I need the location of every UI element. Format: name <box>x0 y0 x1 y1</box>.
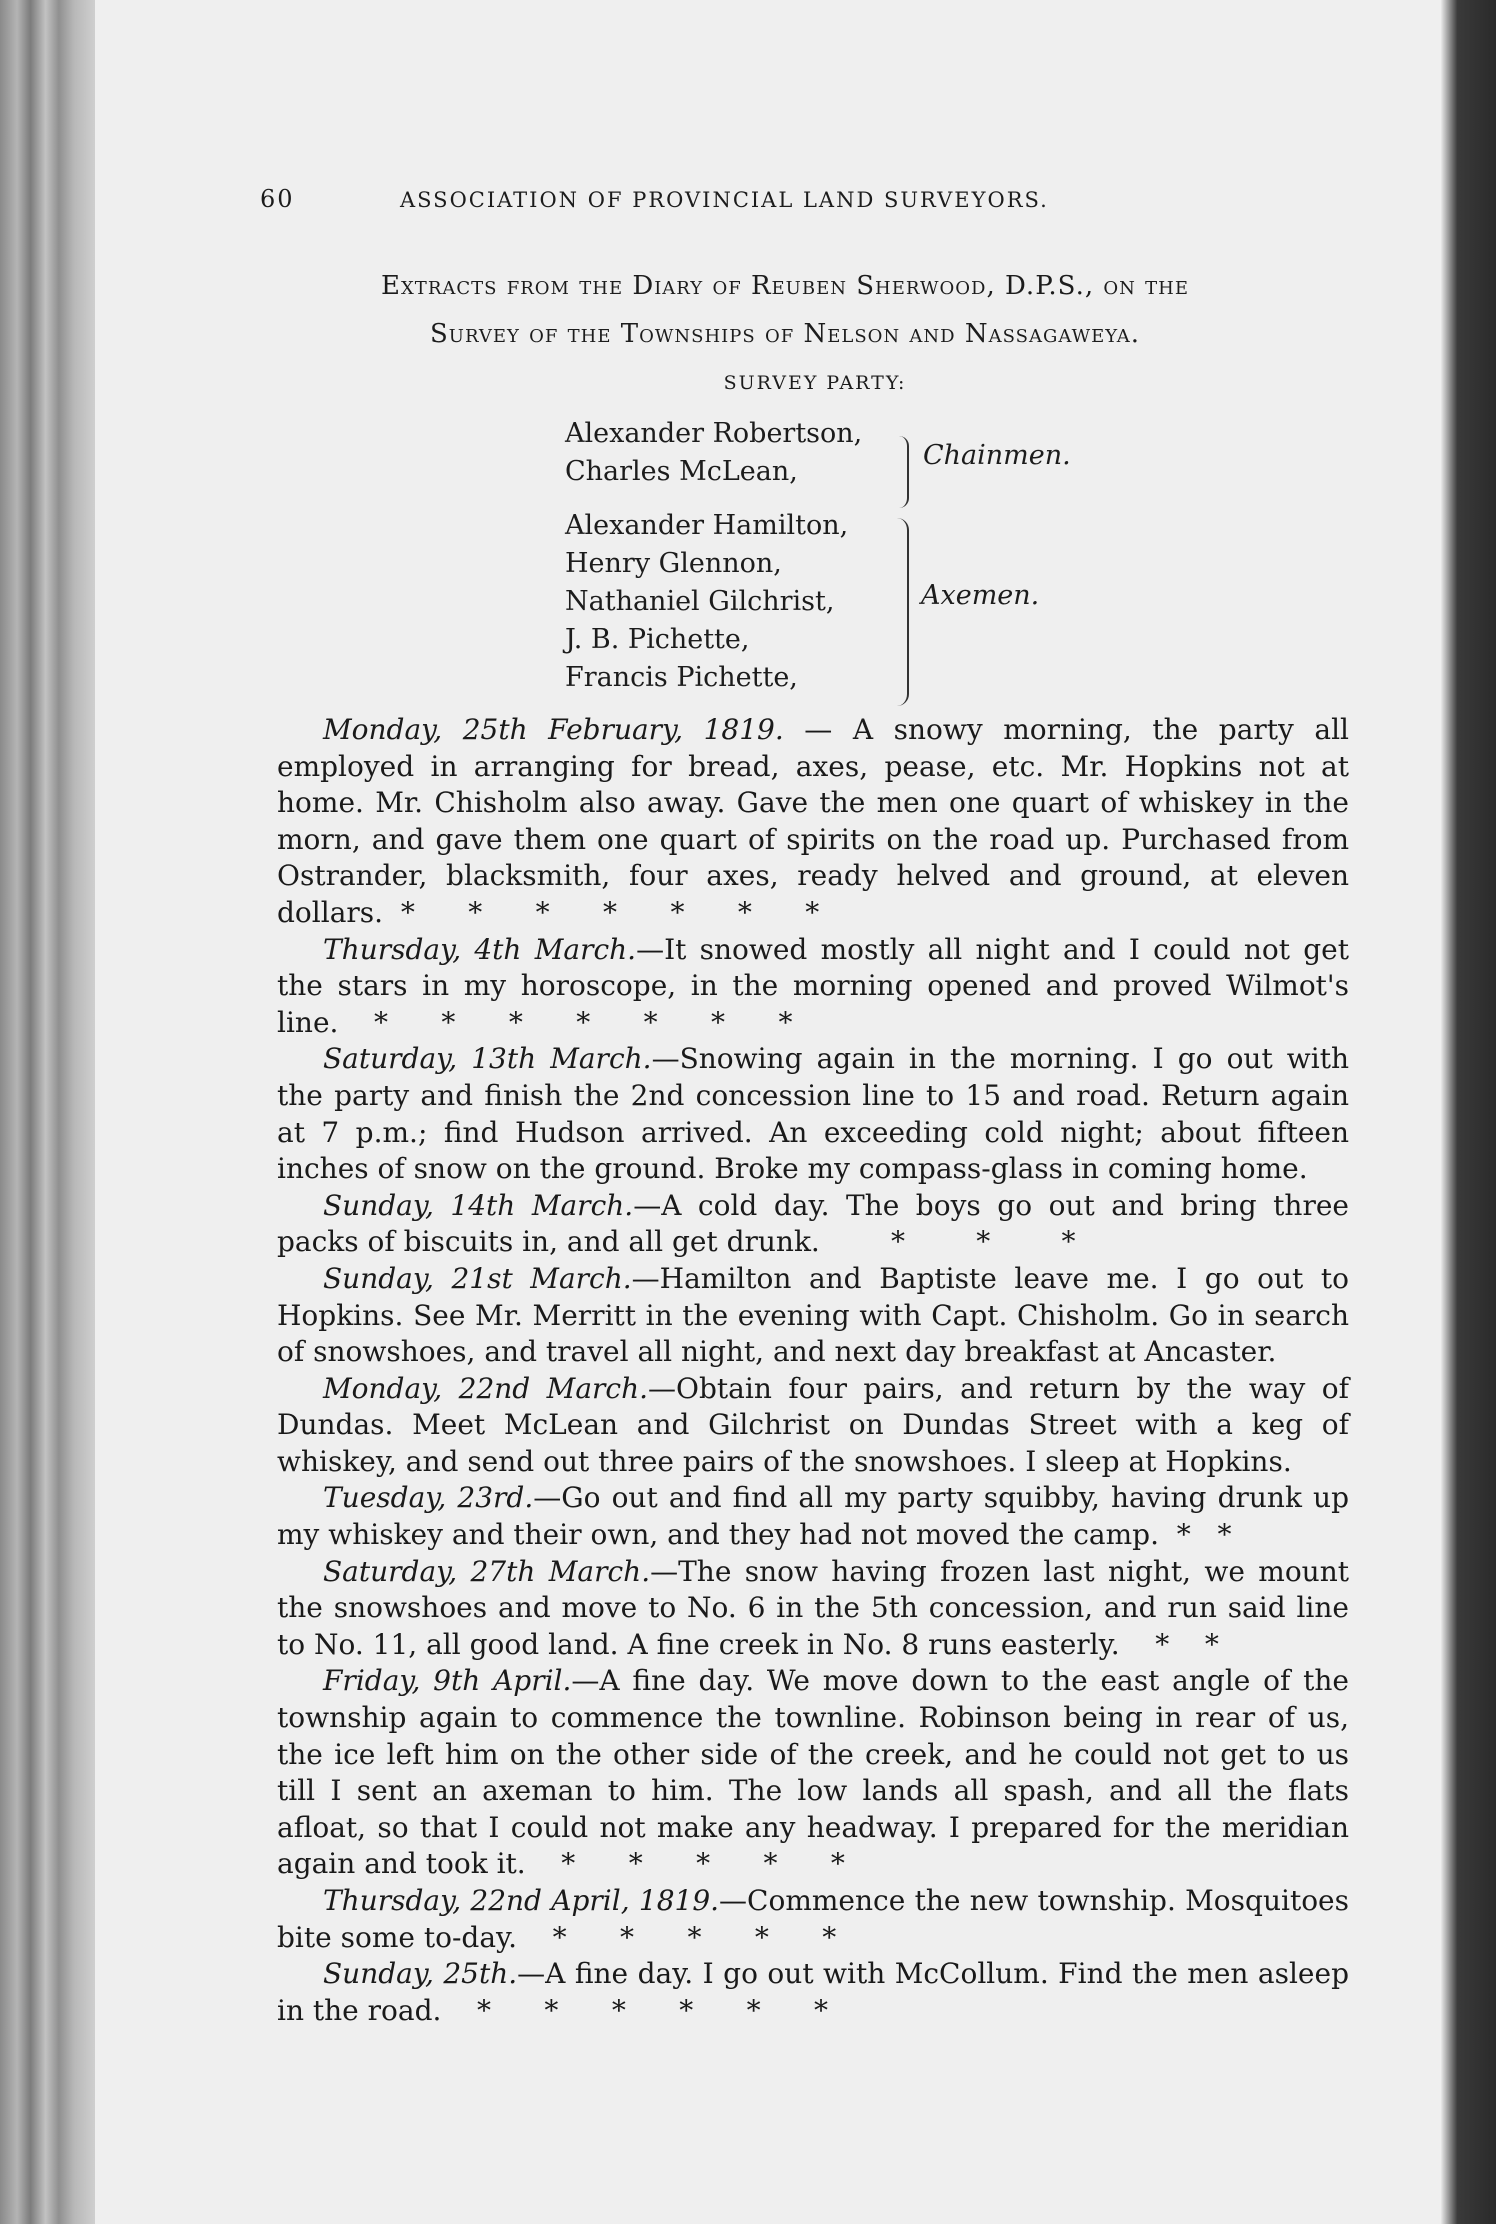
asterism: * * <box>1119 1627 1219 1661</box>
book-page <box>95 0 1441 2224</box>
entry-text: —A fine day. We move down to the east angle of the township again to commence the townline. Robinson being in rear of us, the ice left him on the other side of the creek, and he could not get to us till I sent an axeman to him. The low lands all spash, and all the flats afloat, so that I could not make any headway. I prepared for the meridian again and took it. <box>277 1664 1349 1881</box>
entry-date: Monday, 22nd March. <box>323 1371 649 1405</box>
chainman-name: Charles McLean, <box>565 456 798 487</box>
diary-entry <box>277 932 1349 1042</box>
running-head-title: ASSOCIATION OF PROVINCIAL LAND SURVEYORS. <box>400 188 1049 212</box>
entry-text: — A snowy morning, the party all employed in arranging for bread, axes, pease, etc. Mr. Hopkins not at home. Mr. Chisholm also away. Gave the men one quart of whiskey in the morn, and gave them one quart of spirits on the road up. Purchased from Ostrander, blacksmith, four axes, ready helved and ground, at eleven dollars. <box>277 713 1349 929</box>
asterism: * * * * * * * <box>338 1005 793 1039</box>
entry-date: Saturday, 13th March. <box>323 1042 652 1076</box>
article-title-line-1: Extracts from the Diary of Reuben Sherwood, D.P.S., on the <box>381 271 1189 301</box>
axeman-name: Alexander Hamilton, <box>565 510 849 541</box>
article-title <box>265 262 1305 358</box>
entry-text: —Snowing again in the morning. I go out with the party and finish the 2nd concession line to 15 and road. Return again at 7 p.m.; find Hudson arrived. An exceeding cold night; about fifteen inches of snow on the ground. Broke my compass-glass in coming home. <box>277 1042 1349 1186</box>
diary-entry <box>277 1371 1349 1481</box>
entry-text: —A fine day. I go out with McCollum. Find the men asleep in the road. <box>277 1957 1350 2027</box>
entry-text: —Hamilton and Baptiste leave me. I go out to Hopkins. See Mr. Merritt in the evening with Capt. Chisholm. Go in search of snowshoes, and travel all night, and next day breakfast at Ancaster. <box>277 1261 1350 1369</box>
diary-entry <box>277 1041 1349 1187</box>
entry-text: —Obtain four pairs, and return by the way of Dundas. Meet McLean and Gilchrist on Dundas Street with a keg of whiskey, and send out three pairs of the snowshoes. I sleep at Hopkins. <box>277 1371 1349 1478</box>
entry-text: —The snow having frozen last night, we mount the snowshoes and move to No. 6 in the 5th concession, and run said line to No. 11, all good land. A fine creek in No. 8 runs easterly. <box>277 1554 1349 1661</box>
entry-text: —Go out and find all my party squibby, having drunk up my whiskey and their own, and they had not moved the camp. <box>277 1481 1349 1552</box>
chainman-name: Alexander Robertson, <box>565 418 863 449</box>
page-number: 60 <box>260 185 295 213</box>
chainmen-label: Chainmen. <box>923 440 1071 471</box>
diary-entries <box>277 712 1349 2029</box>
asterism: * * <box>1159 1518 1232 1552</box>
axemen-brace <box>897 518 909 706</box>
diary-entry <box>277 1261 1349 1371</box>
diary-entry <box>277 1663 1349 1883</box>
asterism: * * * * * <box>525 1847 845 1881</box>
entry-text: —A cold day. The boys go out and bring three packs of biscuits in, and all get drunk. <box>277 1188 1349 1259</box>
asterism: * * * * * * <box>441 1993 829 2027</box>
entry-date: Friday, 9th April. <box>323 1664 572 1698</box>
asterism: * * * * * * * <box>383 895 820 929</box>
diary-entry <box>277 1956 1349 2029</box>
axeman-name: Henry Glennon, <box>565 548 782 579</box>
chainmen-brace <box>897 436 909 508</box>
scan-right-edge <box>1441 0 1496 2224</box>
entry-date: Sunday, 25th. <box>323 1957 518 1991</box>
asterism: * * * * * <box>517 1920 837 1954</box>
entry-date: Monday, 25th February, 1819. <box>323 713 784 746</box>
diary-entry <box>277 1480 1349 1553</box>
axeman-name: Francis Pichette, <box>565 662 798 693</box>
entry-date: Thursday, 4th March. <box>323 932 637 966</box>
book-binding-edge <box>0 0 95 2224</box>
entry-date: Sunday, 21st March. <box>323 1261 632 1295</box>
entry-date: Thursday, 22nd April, 1819. <box>323 1884 720 1917</box>
asterism: * * * <box>819 1225 1076 1259</box>
diary-entry <box>277 712 1349 932</box>
entry-text: —Commence the new township. Mosquitoes bite some to-day. <box>277 1884 1349 1954</box>
article-title-line-2: Survey of the Townships of Nelson and Nassagaweya. <box>429 319 1141 349</box>
axeman-name: J. B. Pichette, <box>565 624 750 655</box>
diary-entry <box>277 1188 1349 1261</box>
axeman-name: Nathaniel Gilchrist, <box>565 586 835 617</box>
entry-date: Tuesday, 23rd. <box>323 1481 534 1515</box>
entry-date: Sunday, 14th March. <box>323 1188 634 1222</box>
running-head <box>260 185 1300 225</box>
axemen-label: Axemen. <box>921 580 1040 611</box>
diary-entry <box>277 1554 1349 1664</box>
diary-entry <box>277 1883 1349 1956</box>
entry-date: Saturday, 27th March. <box>323 1554 651 1588</box>
survey-party-heading: SURVEY PARTY: <box>723 372 907 394</box>
entry-text: —It snowed mostly all night and I could not get the stars in my horoscope, in the morning opened and proved Wilmot's line. <box>277 932 1349 1039</box>
